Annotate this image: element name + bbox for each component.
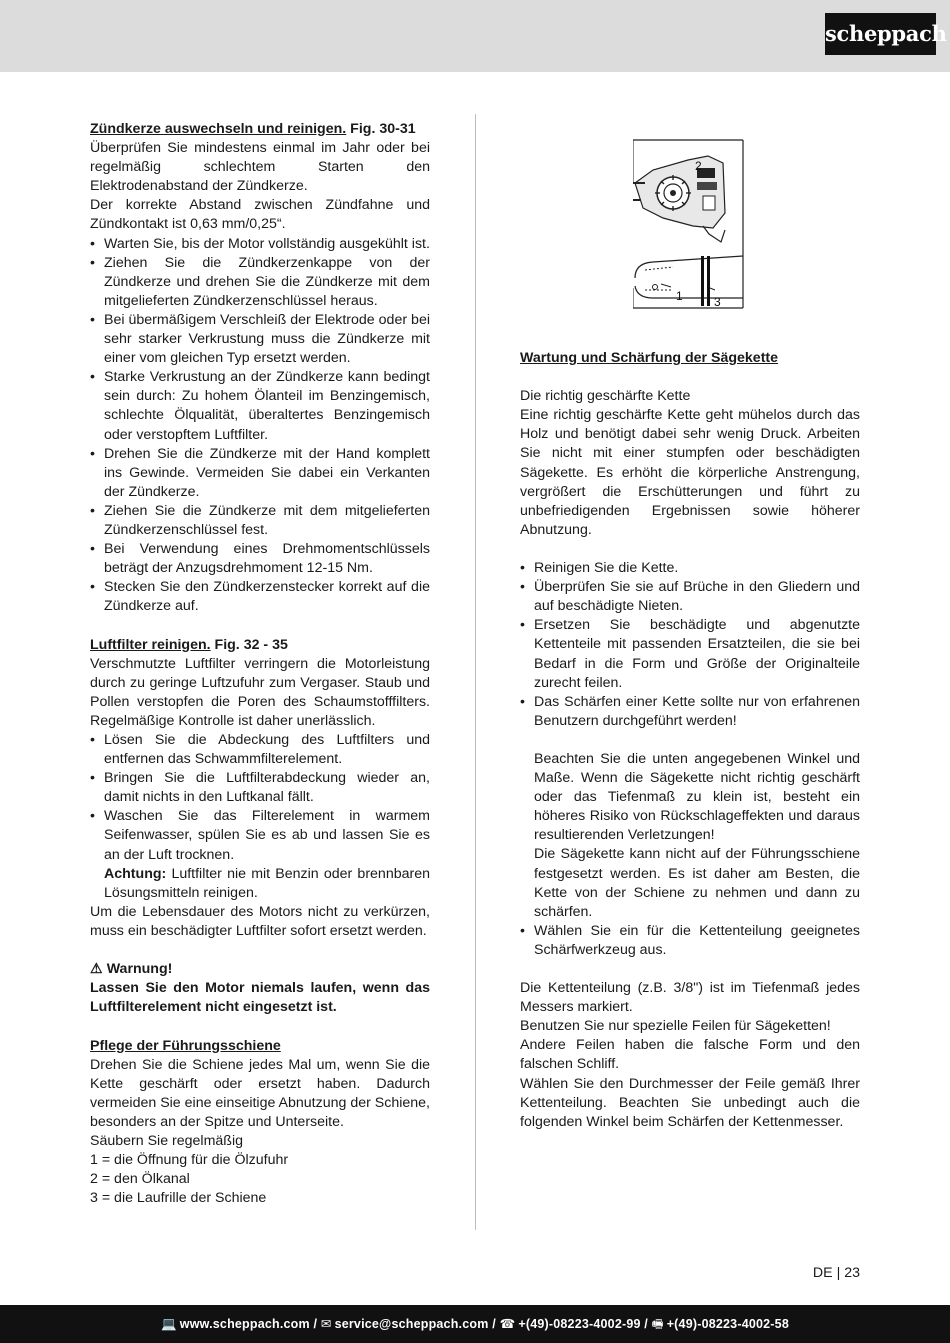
chain-heading: Wartung und Schärfung der Sägekette xyxy=(520,350,779,366)
air-filter-heading xyxy=(90,636,430,655)
spark-plug-fig-ref: Fig. 30-31 xyxy=(346,121,416,137)
air-filter-steps xyxy=(90,731,430,865)
figure-label-3: 3 xyxy=(714,295,721,309)
indented-paragraph: Beachten Sie die unten angegebenen Winkel und Maße. Wenn die Sägekette nicht richtig geschärft oder das Tiefenmaß zu klein ist, besteht ein höheres Risiko von Rückschlageffekten und daraus resultierenden Verletzungen! xyxy=(534,750,860,844)
text-line: 2 = den Ölkanal xyxy=(90,1171,190,1188)
brand-logo: scheppach xyxy=(825,13,936,55)
paragraph: Der korrekte Abstand zwischen Zündfahne und Zündkontakt ist 0,63 mm/0,25“. xyxy=(90,197,430,233)
paragraph: Um die Lebensdauer des Motors nicht zu verkürzen, muss ein beschädigter Luftfilter sofort ersetzt werden. xyxy=(90,903,430,939)
list-item: • Warten Sie, bis der Motor vollständig ausgekühlt ist. xyxy=(90,235,430,254)
paragraph: Andere Feilen haben die falsche Form und den falschen Schliff. xyxy=(520,1037,860,1073)
text-line: Säubern Sie regelmäßig xyxy=(90,1132,243,1149)
fax-icon: 🖷 xyxy=(651,1317,664,1331)
figure-label-1: 1 xyxy=(676,289,683,303)
footer-fax: +(49)-08223-4002-58 xyxy=(666,1317,789,1331)
spark-plug-steps xyxy=(90,235,430,617)
column-divider xyxy=(475,114,476,1230)
caution-note xyxy=(90,865,430,903)
computer-icon: 💻 xyxy=(161,1317,177,1331)
paragraph: Benutzen Sie nur spezielle Feilen für Sägeketten! xyxy=(520,1018,831,1035)
phone-icon: ☎ xyxy=(499,1317,516,1331)
list-item: • Ziehen Sie die Zündkerzenkappe von der Zündkerze und drehen Sie die Zündkerze mit dem mitgelieferten Zündkerzenschlüssel heraus. xyxy=(90,254,430,311)
air-filter-fig-ref: Fig. 32 - 35 xyxy=(210,636,288,653)
footer-phone: +(49)-08223-4002-99 / xyxy=(518,1317,648,1331)
warning-title: Warnung! xyxy=(106,961,173,978)
paragraph: Überprüfen Sie mindestens einmal im Jahr oder bei regelmäßig schlechtem Starten den Elektrodenabstand der Zündkerze. xyxy=(90,140,430,195)
list-item: • Starke Verkrustung an der Zündkerze kann bedingt sein durch: Zu hohem Ölanteil im Benzingemisch, schlechte Ölqualität, überaltertes Benzingemisch oder verstopftem Luftfilter. xyxy=(90,368,430,444)
text-line: 1 = die Öffnung für die Ölzufuhr xyxy=(90,1152,289,1169)
page-number-value: 23 xyxy=(844,1265,860,1281)
list-item: • Das Schärfen einer Kette sollte nur von erfahrenen Benutzern durchgeführt werden! xyxy=(520,693,860,731)
caution-text: Luftfilter nie mit Benzin oder brennbaren Lösungsmitteln reinigen. xyxy=(104,865,430,901)
list-item: • Waschen Sie das Filterelement in warmem Seifenwasser, spülen Sie es ab und lassen Sie es an der Luft trocknen. xyxy=(90,807,430,864)
list-item: • Drehen Sie die Zündkerze mit der Hand komplett ins Gewinde. Vermeiden Sie dabei ein Verkanten der Zündkerze. xyxy=(90,445,430,502)
paragraph: Wählen Sie den Durchmesser der Feile gemäß Ihrer Kettenteilung. Beachten Sie unbedingt auch die folgenden Winkel beim Schärfen der Kettenmesser. xyxy=(520,1075,860,1130)
list-item: • Bringen Sie die Luftfilterabdeckung wieder an, damit nichts in den Luftkanal fällt. xyxy=(90,769,430,807)
page-separator: | xyxy=(836,1265,841,1281)
chain-subheading: Die richtig geschärfte Kette xyxy=(520,388,691,405)
caution-label: Achtung: xyxy=(104,865,167,882)
list-item: • Bei übermäßigem Verschleiß der Elektrode oder bei sehr starker Verkrustung muss die Zündkerze mit einer vom gleichen Typ ersetzt werden. xyxy=(90,311,430,368)
chain-steps-extra xyxy=(520,922,860,960)
spark-plug-title: Zündkerze auswechseln und reinigen. xyxy=(90,121,347,137)
indented-paragraph: Die Sägekette kann nicht auf der Führungsschiene festgesetzt werden. Es ist daher am Besten, die Kette von der Schiene zu nehmen und dann zu schärfen. xyxy=(534,846,860,920)
paragraph: Eine richtig geschärfte Kette geht mühelos durch das Holz und benötigt dabei sehr wenig Druck. Arbeiten Sie nicht mit einer stumpfen oder beschädigten Sägekette. Es erhöht die körperliche Anstrengung, vergrößert die Erschütterungen und führt zu unbefriedigenden Ergebnissen sowie höherer Abnutzung. xyxy=(520,407,860,538)
guide-bar-figure xyxy=(633,138,745,310)
text-line: 3 = die Laufrille der Schiene xyxy=(90,1190,267,1207)
spark-plug-heading xyxy=(90,120,430,139)
page-language: DE xyxy=(812,1265,833,1281)
chain-steps xyxy=(520,559,860,731)
left-column xyxy=(90,120,430,1208)
footer-bar xyxy=(0,1305,950,1343)
footer-website[interactable]: www.scheppach.com / xyxy=(179,1317,318,1331)
list-item: • Stecken Sie den Zündkerzenstecker korrekt auf die Zündkerze auf. xyxy=(90,578,430,616)
list-item: • Überprüfen Sie sie auf Brüche in den Gliedern und auf beschädigte Nieten. xyxy=(520,578,860,616)
header-band xyxy=(0,0,950,72)
footer-email[interactable]: service@scheppach.com / xyxy=(334,1317,496,1331)
mail-icon: ✉ xyxy=(320,1317,332,1331)
list-item: • Lösen Sie die Abdeckung des Luftfilters und entfernen das Schwammfilterelement. xyxy=(90,731,430,769)
warning-text: Lassen Sie den Motor niemals laufen, wenn das Luftfilterelement nicht eingesetzt ist. xyxy=(90,980,430,1016)
paragraph: Verschmutzte Luftfilter verringern die Motorleistung durch zu geringe Luftzufuhr zum Vergaser. Staub und Pollen verstopfen die Poren des Schaumstofffilters. Regelmäßige Kontrolle ist daher unerlässlich. xyxy=(90,655,430,729)
paragraph: Die Kettenteilung (z.B. 3/8") ist im Tiefenmaß jedes Messers markiert. xyxy=(520,980,860,1016)
air-filter-title: Luftfilter reinigen. xyxy=(90,636,211,653)
figure-label-2: 2 xyxy=(695,159,702,173)
list-item: • Wählen Sie ein für die Kettenteilung geeignetes Schärfwerkzeug aus. xyxy=(520,922,860,960)
list-item: • Ersetzen Sie beschädigte und abgenutzte Kettenteile mit passenden Ersatzteilen, die sie bei Bedarf in die Form und Größe der Originalteile zurecht feilen. xyxy=(520,616,860,692)
list-item: • Ziehen Sie die Zündkerze mit dem mitgelieferten Zündkerzenschlüssel fest. xyxy=(90,502,430,540)
warning-icon: ⚠ xyxy=(90,961,103,978)
warning-heading xyxy=(90,960,430,979)
page-number xyxy=(813,1265,860,1281)
list-item: • Bei Verwendung eines Drehmomentschlüssels beträgt der Anzugsdrehmoment 12-15 Nm. xyxy=(90,540,430,578)
right-column xyxy=(520,349,860,1132)
paragraph: Drehen Sie die Schiene jedes Mal um, wenn Sie die Kette geschärft oder ersetzt haben. Dadurch vermeiden Sie eine einseitige Abnutzung der Schiene, besonders an der Spitze und Unterseite. xyxy=(90,1056,430,1130)
list-item: • Reinigen Sie die Kette. xyxy=(520,559,860,578)
guide-bar-heading: Pflege der Führungsschiene xyxy=(90,1037,281,1054)
